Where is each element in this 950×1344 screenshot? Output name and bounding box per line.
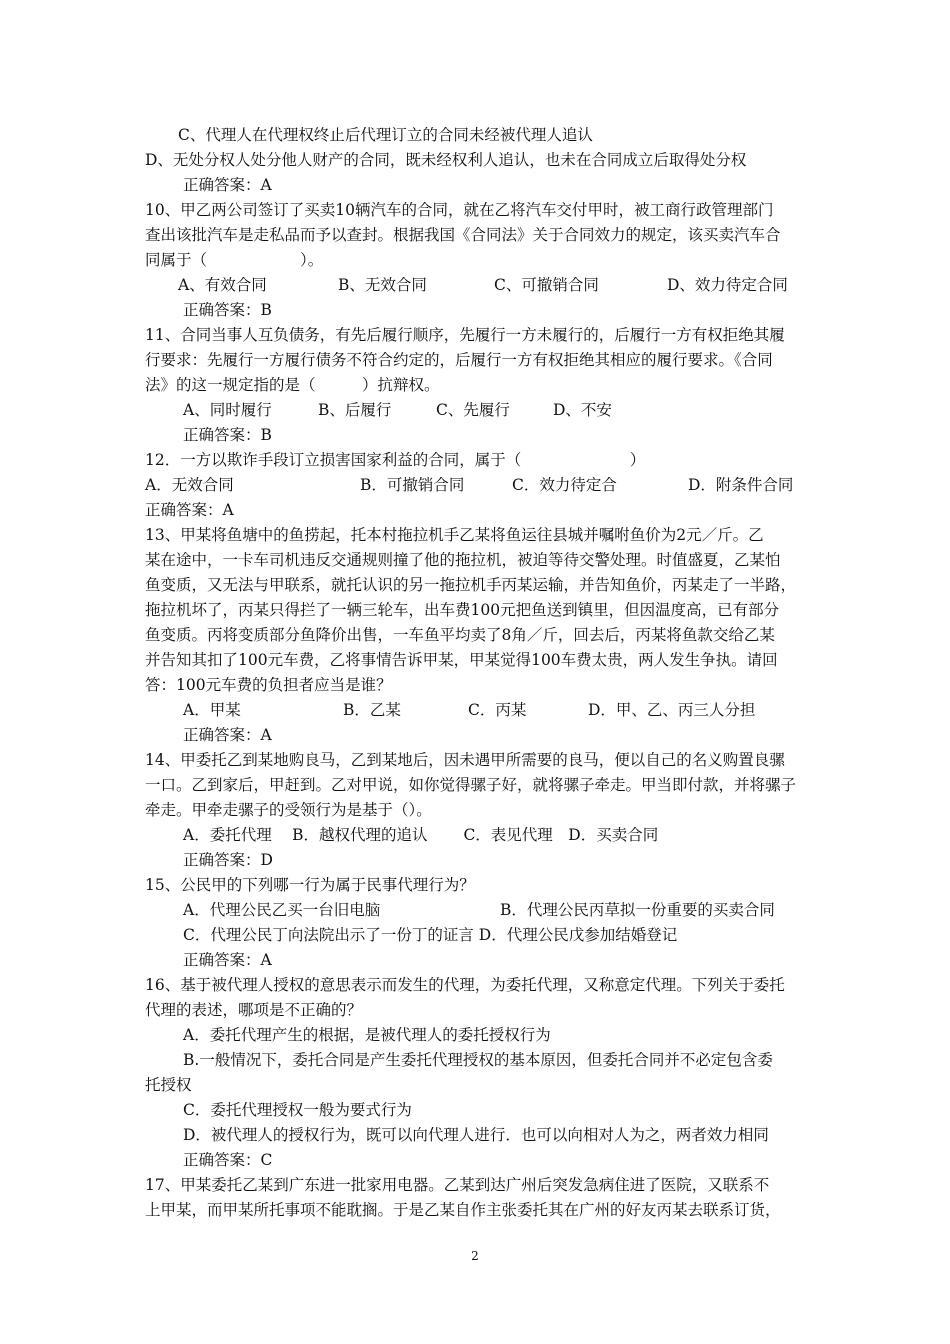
text-line: C、代理人在代理权终止后代理订立的合同未经被代理人追认 — [178, 126, 593, 144]
text-line: 一口。乙到家后，甲赶到。乙对甲说，如你觉得骡子好，就将骡子牵走。甲当即付款，并将骡子 — [145, 776, 797, 794]
option-b: B.一般情况下，委托合同是产生委托代理授权的基本原因，但委托合同并不必定包含委 — [183, 1051, 773, 1069]
option-d: D、不安 — [553, 401, 612, 419]
option-b: B．代理公民丙草拟一份重要的买卖合同 — [500, 901, 775, 919]
option-d: D．被代理人的授权行为，既可以向代理人进行．也可以向相对人为之，两者效力相同 — [183, 1126, 769, 1144]
answer-line: 正确答案：C — [183, 1151, 273, 1169]
option-a: A．无效合同 — [145, 476, 234, 494]
option-b: B、后履行 — [318, 401, 392, 419]
question-16-text: 16、基于被代理人授权的意思表示而发生的代理，为委托代理，又称意定代理。下列关于委托 — [145, 976, 785, 994]
text-line: 某在途中，一卡车司机违反交通规则撞了他的拖拉机，被迫等待交警处理。时值盛夏，乙某怕 — [145, 551, 781, 569]
option-c: C、先履行 — [436, 401, 510, 419]
answer-line: 正确答案：A — [145, 501, 234, 519]
answer-line: 正确答案：A — [183, 951, 272, 969]
option-a: A、同时履行 — [183, 401, 272, 419]
text-line: 行要求：先履行一方履行债务不符合约定的，后履行一方有权拒绝其相应的履行要求。《合同 — [145, 351, 773, 369]
text-line: 法》的这一规定指的是（ ）抗辩权。 — [145, 376, 440, 394]
question-12-options — [0, 473, 950, 498]
option-a: A．委托代理产生的根据，是被代理人的委托授权行为 — [183, 1026, 551, 1044]
question-14-options: A．委托代理 B．越权代理的追认 C．表见代理 D．买卖合同 — [183, 826, 659, 844]
text-line: D、无处分权人处分他人财产的合同，既未经权利人追认，也未在合同成立后取得处分权 — [145, 151, 747, 169]
question-13-text: 13、甲某将鱼塘中的鱼捞起，托本村拖拉机手乙某将鱼运往县城并嘱咐鱼价为2元／斤。乙 — [145, 526, 764, 544]
option-c: C．委托代理授权一般为要式行为 — [183, 1101, 412, 1119]
question-10-text: 10、甲乙两公司签订了买卖10辆汽车的合同，就在乙将汽车交付甲时，被工商行政管理部门 — [145, 201, 774, 219]
text-line: 鱼变质，又无法与甲联系，就托认识的另一拖拉机手丙某运输，并告知鱼价，丙某走了一半路， — [145, 576, 797, 594]
option-d: D．附条件合同 — [688, 476, 794, 494]
answer-line: 正确答案：A — [183, 176, 272, 194]
question-13-options — [0, 698, 950, 723]
page-number: 2 — [471, 1249, 479, 1263]
question-12-text: 12．一方以欺诈手段订立损害国家利益的合同，属于（ ） — [145, 451, 646, 469]
option-a: A．甲某 — [183, 701, 241, 719]
option-b: B、无效合同 — [338, 276, 427, 294]
question-15-options-cd: C．代理公民丁向法院出示了一份丁的证言 D．代理公民戊参加结婚登记 — [183, 926, 678, 944]
question-11-text: 11、合同当事人互负债务，有先后履行顺序，先履行一方未履行的，后履行一方有权拒绝其履 — [145, 326, 785, 344]
option-d: D、效力待定合同 — [667, 276, 788, 294]
option-a: A．代理公民乙买一台旧电脑 — [183, 901, 381, 919]
text-line: 牵走。甲牵走骡子的受领行为是基于（）。 — [145, 801, 432, 819]
question-11-options — [0, 398, 950, 423]
text-line: 同属于（ ）。 — [145, 251, 324, 269]
text-line: 上甲某，而甲某所托事项不能耽搁。于是乙某自作主张委托其在广州的好友丙某去联系订货， — [145, 1201, 781, 1219]
answer-line: 正确答案：B — [183, 301, 272, 319]
option-b: B．乙某 — [343, 701, 401, 719]
option-a: A、有效合同 — [178, 276, 267, 294]
option-d: D．甲、乙、丙三人分担 — [588, 701, 756, 719]
question-15-options — [0, 898, 950, 923]
text-line: 答：100元车费的负担者应当是谁？ — [145, 676, 392, 694]
option-c: C．丙某 — [468, 701, 527, 719]
option-c: C、可撤销合同 — [494, 276, 599, 294]
text-line: 代理的表述，哪项是不正确的？ — [145, 1001, 363, 1019]
text-line: 托授权 — [145, 1076, 192, 1094]
question-10-options — [0, 273, 950, 298]
option-b: B．可撤销合同 — [360, 476, 465, 494]
text-line: 拖拉机坏了，丙某只得拦了一辆三轮车，出车费100元把鱼送到镇里，但因温度高，已有部分 — [145, 601, 780, 619]
text-line: 查出该批汽车是走私品而予以查封。根据我国《合同法》关于合同效力的规定，该买卖汽车合 — [145, 226, 781, 244]
answer-line: 正确答案：D — [183, 851, 273, 869]
question-15-text: 15、公民甲的下列哪一行为属于民事代理行为？ — [145, 876, 475, 894]
question-14-text: 14、甲委托乙到某地购良马，乙到某地后，因未遇甲所需要的良马，便以自己的名义购置良骡 — [145, 751, 785, 769]
question-17-text: 17、甲某委托乙某到广东进一批家用电器。乙某到达广州后突发急病住进了医院，又联系不 — [145, 1176, 770, 1194]
answer-line: 正确答案：B — [183, 426, 272, 444]
text-line: 并告知其扣了100元车费，乙将事情告诉甲某，甲某觉得100车费太贵，两人发生争执。请回 — [145, 651, 778, 669]
text-line: 鱼变质。丙将变质部分鱼降价出售，一车鱼平均卖了8角／斤，回去后，丙某将鱼款交给乙某 — [145, 626, 775, 644]
option-c: C．效力待定合 — [512, 476, 617, 494]
answer-line: 正确答案：A — [183, 726, 272, 744]
